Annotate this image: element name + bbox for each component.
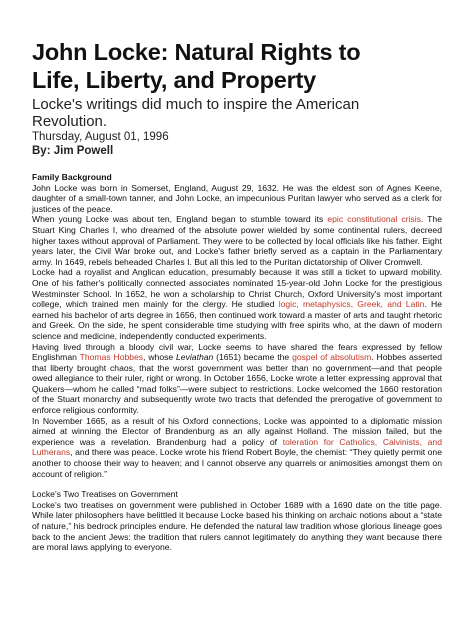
p2-text-a: When young Locke was about ten, England began to stumble toward its <box>32 214 328 225</box>
paragraph-2 <box>32 214 442 267</box>
article-title <box>32 38 442 94</box>
title-line-1: John Locke: Natural Rights to <box>32 39 361 65</box>
link-logic-metaphysics[interactable]: logic, metaphysics, Greek, and Latin <box>278 299 425 310</box>
byline-text: By: Jim Powell <box>32 145 114 157</box>
p4-text-d: . Hobbes asserted that liberty brought chaos, that the worst government was better than no government—and that people owed allegiance to their ruler, right or wrong. In October 1656, Locke wrote a letter expressing approval that Quakers—whom he called “mad folks”—were subject to restrictions. Locke welcomed the 1660 restoration of the Stuart monarchy and subsequently wrote two tracts that defended the prerogative of government to enforce religious conformity. <box>32 352 442 416</box>
link-thomas-hobbes[interactable]: Thomas Hobbes <box>79 352 144 363</box>
link-epic-constitutional-crisis[interactable]: epic constitutional crisis <box>327 214 421 225</box>
title-line-2: Life, Liberty, and Property <box>32 67 317 93</box>
article-byline <box>32 144 442 158</box>
p3-text-b: . He earned his bachelor of arts degree in 1656, then continued work toward a master of arts and taught rhetoric and Greek. On the side, he spent considerable time studying with free spirits who, at the dawn of modern science and medicine, independently conducted experiments. <box>32 299 443 341</box>
heading-two-treatises: Locke’s Two Treatises on Government <box>32 489 178 500</box>
paragraph-4 <box>32 342 442 416</box>
article-subtitle <box>32 96 442 130</box>
paragraph-6: Locke’s two treatises on government were published in October 1689 with a 1690 date on the title page. While later philosophers have belittled it because Locke based his thinking on archaic notions about a “state of nature,” his bedrock principles endure. He defended the natural law tradition whose glorious lineage goes back to the ancient Jews: the tradition that rulers cannot legitimately do anything they want because there are moral laws applying to everyone. <box>32 499 442 553</box>
p5-text-a: In November 1665, as a result of his Oxford connections, Locke was appointed to a diplomatic mission aimed at winning the Elector of Brandenburg as an ally against Holland. The mission failed, but the experience was a revelation. Brandenburg had a policy of <box>32 415 442 447</box>
subtitle-line-1: Locke's writings did much to inspire the American <box>32 96 360 113</box>
p4-text-c: (1651) became the <box>213 352 293 363</box>
article-date: Thursday, August 01, 1996 <box>32 131 169 143</box>
paragraph-1: John Locke was born in Somerset, England, August 29, 1632. He was the eldest son of Agnes Keene, daughter of a small-town tanner, and John Locke, an impecunious Puritan lawyer who served as a clerk for justices of the peace. <box>32 182 442 214</box>
p2-text-b: . The Stuart King Charles I, who dreamed of the absolute power wielded by some continental rulers, decreed higher taxes without approval of Parliament. They were to be collected by local officials like his father. Eight years later, the Civil War broke out, and Locke's father briefly served as a captain in the Parliamentary army. In 1649, rebels beheaded Charles I. But all this led to the Puritan dictatorship of Oliver Cromwell. <box>32 214 442 267</box>
subtitle-line-2: Revolution. <box>32 113 108 130</box>
p5-text-b: , and there was peace. Locke wrote his friend Robert Boyle, the chemist: “They quietly permit one another to choose their way to heaven; and I cannot observe any quarrels or animosities amongst them on account of religion.” <box>32 447 442 479</box>
p4-text-b: , whose <box>143 352 177 363</box>
p4-text-a: Having lived through a bloody civil war, Locke seems to have shared the fears expressed by fellow Englishman <box>32 341 442 363</box>
p3-text-a: Locke had a royalist and Anglican education, presumably because it was still a ticket to upward mobility. One of his father's politically connected associates nominated 15-year-old John Locke for the prestigious Westminster School. In 1652, he won a scholarship to Christ Church, Oxford University's most important college, which trained men mainly for the clergy. He studied <box>32 267 442 310</box>
paragraph-5 <box>32 416 442 480</box>
heading-family-background: Family Background <box>32 172 112 182</box>
leviathan-title: Leviathan <box>176 352 214 363</box>
link-gospel-of-absolutism[interactable]: gospel of absolutism <box>292 352 372 363</box>
link-toleration[interactable]: toleration for Catholics, Calvinists, and Lutherans <box>32 436 442 458</box>
paragraph-3 <box>32 267 442 341</box>
